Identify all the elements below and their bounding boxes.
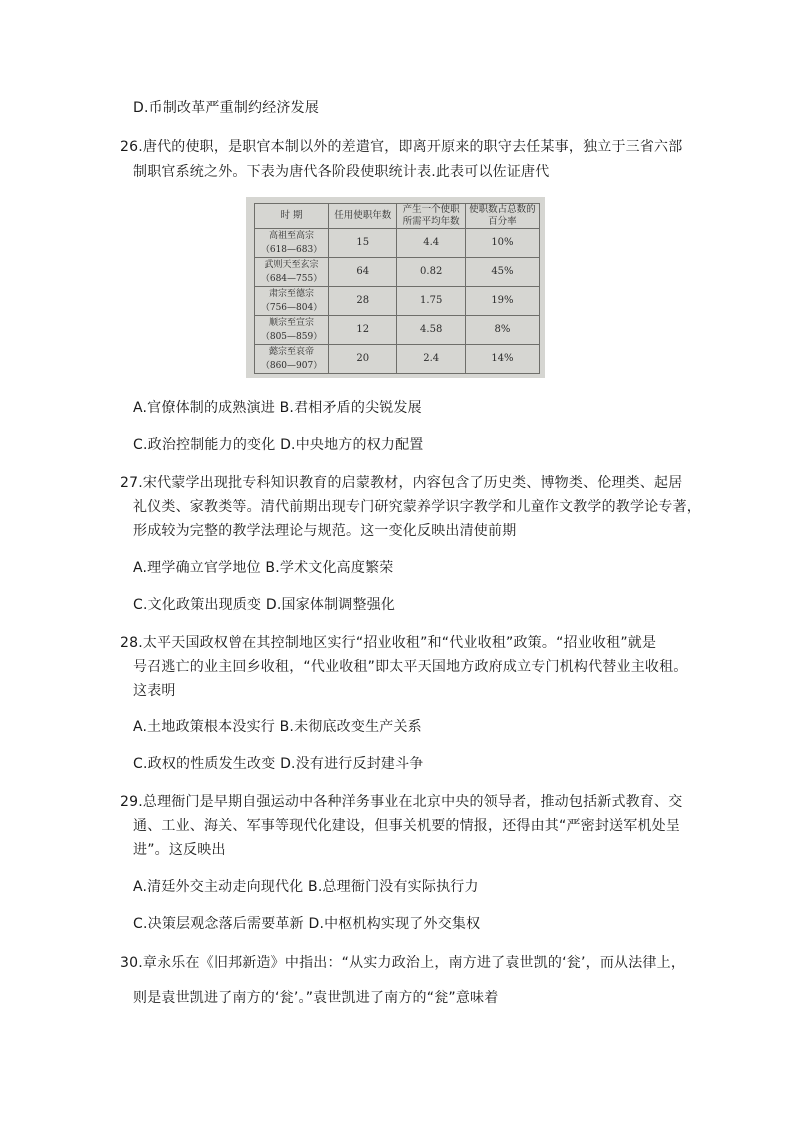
question-29-line-1: 29.总理衙门是早期自强运动中各种洋务事业在北京中央的领导者，推动包括新式教育、交 <box>120 794 683 810</box>
question-29-option-ab: A.清廷外交主动走向现代化 B.总理衙门没有实际执行力 <box>133 879 479 895</box>
question-28-line-1: 28.太平天国政权曾在其控制地区实行“招业收租”和“代业收租”政策。“招业收租”就是 <box>120 635 657 651</box>
table-row <box>255 287 540 316</box>
question-28-line-2: 号召逃亡的业主回乡收租，“代业收租”即太平天国地方政府成立专门机构代替业主收租。 <box>133 659 688 675</box>
cell-period: 顺宗至宣宗 （805—859） <box>255 316 329 345</box>
question-26-option-ab: A.官僚体制的成熟演进 B.君相矛盾的尖锐发展 <box>133 400 422 416</box>
cell-count: 28 <box>329 287 397 316</box>
cell-avg: 1.75 <box>397 287 465 316</box>
cell-avg: 0.82 <box>397 258 465 287</box>
cell-count: 64 <box>329 258 397 287</box>
question-27-option-ab: A.理学确立官学地位 B.学术文化高度繁荣 <box>133 560 394 576</box>
header-pct: 使职数占总数的百分率 <box>465 204 539 229</box>
question-30-line-2: 则是袁世凯进了南方的‘瓮’。”袁世凯进了南方的“瓮”意味着 <box>133 990 499 1006</box>
table-row <box>255 229 540 258</box>
line-q25-option-d: D.币制改革严重制约经济发展 <box>133 100 320 116</box>
cell-pct: 19% <box>465 287 539 316</box>
question-27-line-3: 形成较为完整的教学法理论与规范。这一变化反映出清使前期 <box>133 523 517 539</box>
question-29-line-2: 通、工业、海关、军事等现代化建设，但事关机要的情报，还得由其“严密封送军机处呈 <box>133 818 681 834</box>
cell-period: 高祖至高宗 （618—683） <box>255 229 329 258</box>
cell-count: 20 <box>329 345 397 374</box>
table-row <box>255 258 540 287</box>
cell-pct: 14% <box>465 345 539 374</box>
question-27-option-cd: C.文化政策出现质变 D.国家体制调整强化 <box>133 597 396 613</box>
question-27-line-2: 礼仪类、家教类等。清代前期出现专门研究蒙养学识字教学和儿童作文教学的教学论专著， <box>133 499 701 515</box>
statistics-table <box>254 203 540 374</box>
question-28-option-cd: C.政权的性质发生改变 D.没有进行反封建斗争 <box>133 756 424 772</box>
cell-avg: 2.4 <box>397 345 465 374</box>
cell-period: 武则天至玄宗 （684—755） <box>255 258 329 287</box>
cell-pct: 8% <box>465 316 539 345</box>
header-years: 任用使职年数 <box>329 204 397 229</box>
table-header-row <box>255 204 540 229</box>
question-30-line-1: 30.章永乐在《旧邦新造》中指出：“从实力政治上，南方进了袁世凯的‘瓮’，而从法律上， <box>120 955 686 971</box>
header-period: 时 期 <box>255 204 329 229</box>
cell-period: 肃宗至德宗 （756—804） <box>255 287 329 316</box>
cell-count: 12 <box>329 316 397 345</box>
question-26-option-cd: C.政治控制能力的变化 D.中央地方的权力配置 <box>133 437 424 453</box>
question-28-line-3: 这表明 <box>133 683 176 699</box>
cell-pct: 10% <box>465 229 539 258</box>
question-29-line-3: 进”。这反映出 <box>133 842 226 858</box>
statistics-table-photo <box>246 197 545 378</box>
question-26-line-2: 制职官系统之外。下表为唐代各阶段使职统计表.此表可以佐证唐代 <box>133 164 550 180</box>
question-28-option-ab: A.土地政策根本没实行 B.未彻底改变生产关系 <box>133 719 422 735</box>
cell-avg: 4.58 <box>397 316 465 345</box>
question-29-option-cd: C.决策层观念落后需要革新 D.中枢机构实现了外交集权 <box>133 916 481 932</box>
table-row <box>255 316 540 345</box>
question-26-line-1: 26.唐代的使职，是职官本制以外的差遣官，即离开原来的职守去任某事，独立于三省六部 <box>120 139 683 155</box>
table-row <box>255 345 540 374</box>
header-avg: 产生一个使职所需平均年数 <box>397 204 465 229</box>
cell-avg: 4.4 <box>397 229 465 258</box>
cell-count: 15 <box>329 229 397 258</box>
cell-period: 懿宗至哀帝 （860—907） <box>255 345 329 374</box>
cell-pct: 45% <box>465 258 539 287</box>
question-27-line-1: 27.宋代蒙学出现批专科知识教育的启蒙教材，内容包含了历史类、博物类、伦理类、起居 <box>120 475 683 491</box>
